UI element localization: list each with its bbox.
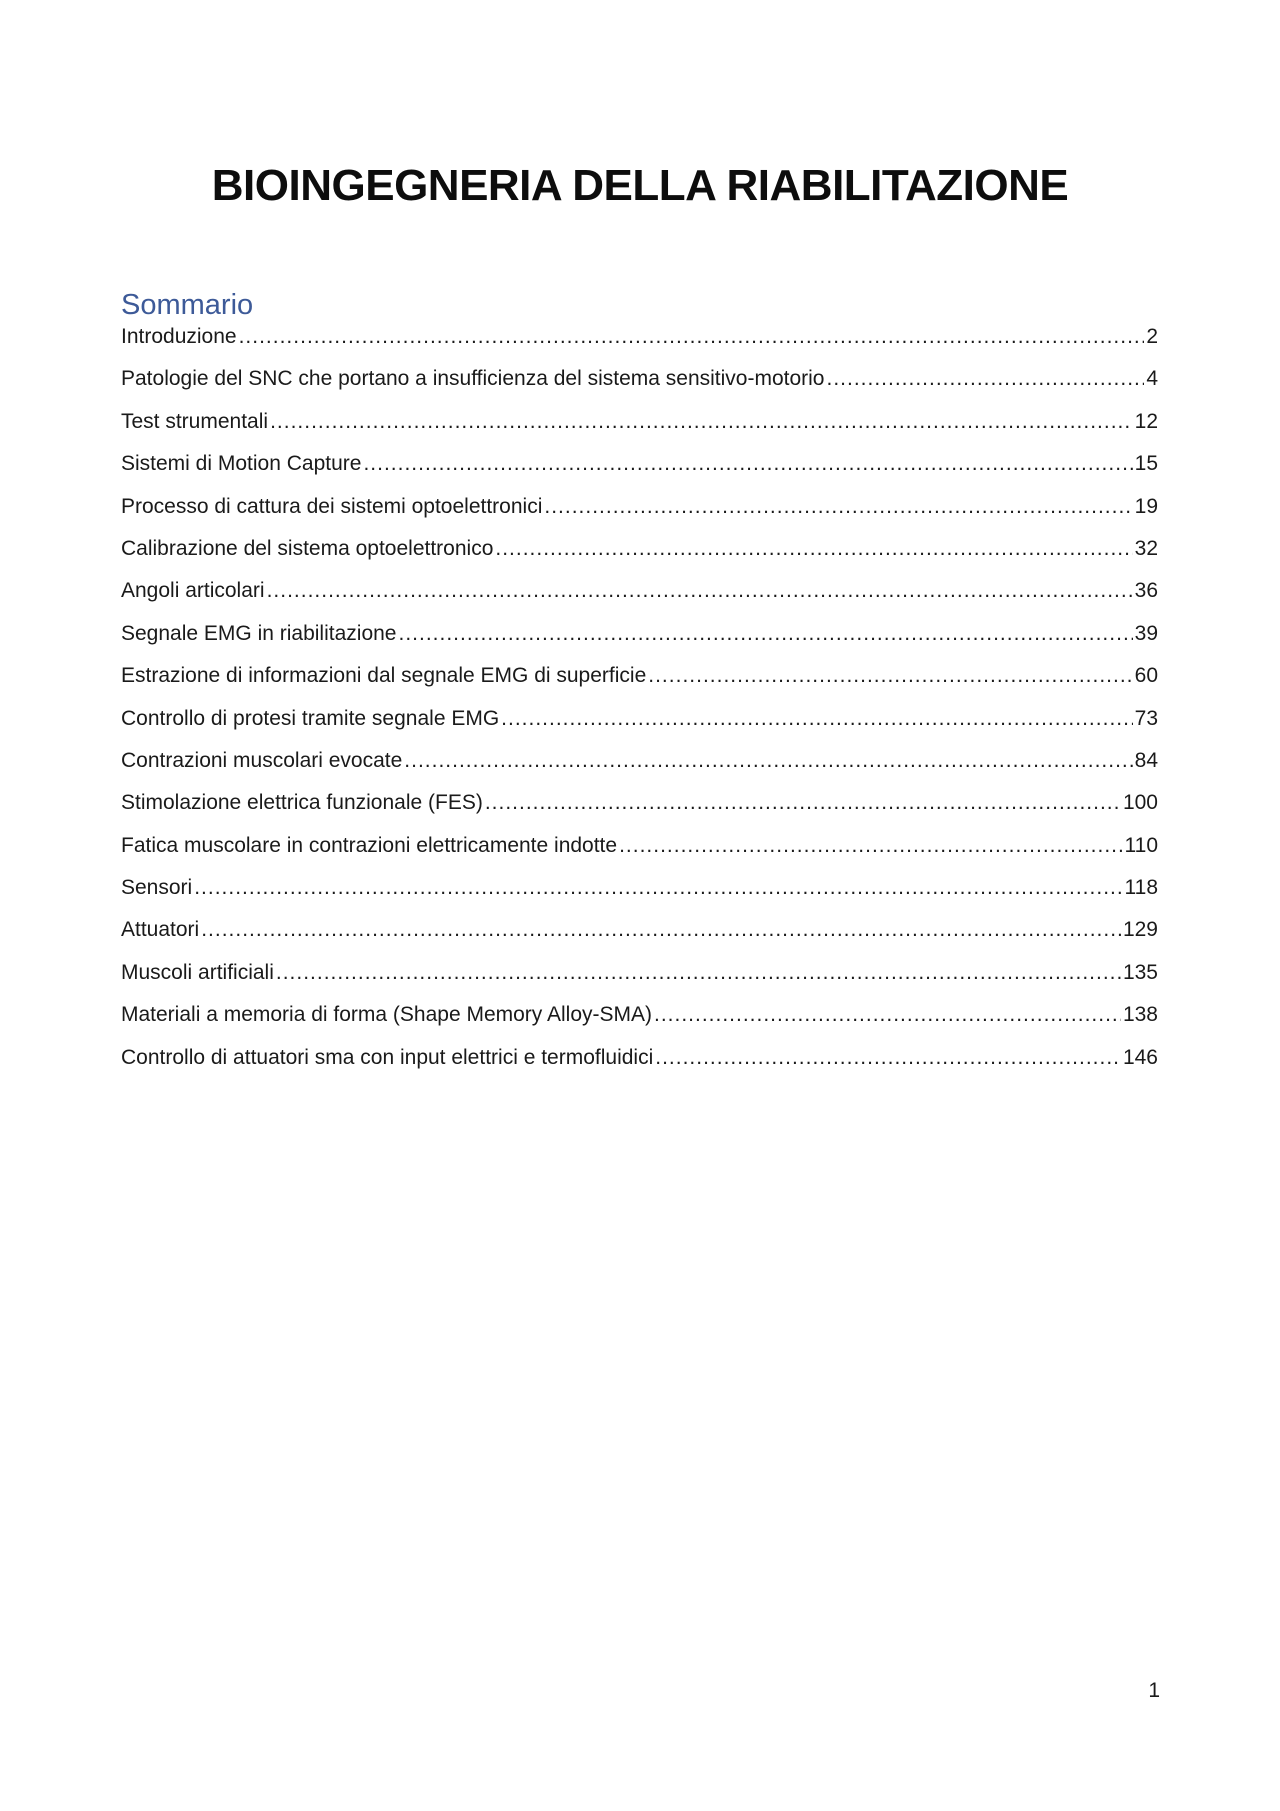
toc-entry[interactable] bbox=[121, 834, 1158, 876]
toc-entry[interactable] bbox=[121, 622, 1158, 664]
toc-dot-leader bbox=[648, 664, 1132, 688]
toc-dot-leader bbox=[363, 452, 1132, 476]
toc-dot-leader bbox=[194, 876, 1122, 900]
toc-dot-leader bbox=[544, 495, 1132, 519]
toc-entry-label: Patologie del SNC che portano a insufficienza del sistema sensitivo-motorio bbox=[121, 367, 825, 391]
toc-entry-label: Fatica muscolare in contrazioni elettricamente indotte bbox=[121, 833, 618, 857]
toc-entry-page: 138 bbox=[1122, 1003, 1158, 1027]
page-number: 1 bbox=[1148, 1679, 1160, 1702]
toc-entry-page: 15 bbox=[1134, 452, 1158, 476]
toc-dot-leader bbox=[655, 1046, 1121, 1070]
toc-entry-label: Attuatori bbox=[121, 918, 200, 942]
toc-entry-page: 60 bbox=[1134, 664, 1158, 688]
toc-entry-page: 100 bbox=[1122, 791, 1158, 815]
toc-entry-label: Sistemi di Motion Capture bbox=[121, 452, 362, 476]
toc-entry[interactable] bbox=[121, 1046, 1158, 1088]
toc-entry[interactable] bbox=[121, 918, 1158, 960]
toc-entry-page: 39 bbox=[1134, 621, 1158, 645]
toc-entry[interactable] bbox=[121, 410, 1158, 452]
toc-entry-label: Introduzione bbox=[121, 325, 237, 348]
toc-entry-page: 2 bbox=[1146, 325, 1158, 348]
toc-entry[interactable] bbox=[121, 707, 1158, 749]
toc-entry[interactable] bbox=[121, 1003, 1158, 1045]
toc-dot-leader bbox=[495, 537, 1132, 561]
toc-entry[interactable] bbox=[121, 367, 1158, 409]
toc-entry-page: 129 bbox=[1122, 918, 1158, 942]
toc-entry-label: Stimolazione elettrica funzionale (FES) bbox=[121, 791, 483, 815]
toc-entry-page: 146 bbox=[1122, 1045, 1158, 1069]
toc-dot-leader bbox=[239, 325, 1145, 349]
toc-dot-leader bbox=[398, 622, 1132, 646]
toc-dot-leader bbox=[826, 367, 1144, 391]
toc-dot-leader bbox=[270, 410, 1133, 434]
toc-entry-page: 118 bbox=[1124, 876, 1158, 900]
toc-dot-leader bbox=[267, 579, 1133, 603]
toc-dot-leader bbox=[619, 834, 1122, 858]
toc-dot-leader bbox=[485, 791, 1121, 815]
toc-entry-label: Estrazione di informazioni dal segnale EMG di superficie bbox=[121, 664, 647, 688]
toc-dot-leader bbox=[201, 918, 1121, 942]
toc-entry[interactable] bbox=[121, 452, 1158, 494]
toc-entry-label: Angoli articolari bbox=[121, 579, 265, 603]
toc-entry[interactable] bbox=[121, 579, 1158, 621]
toc-entry-label: Materiali a memoria di forma (Shape Memory Alloy-SMA) bbox=[121, 1003, 652, 1027]
toc-entry-page: 84 bbox=[1134, 748, 1158, 772]
toc-entry[interactable] bbox=[121, 495, 1158, 537]
toc-entry-page: 135 bbox=[1122, 960, 1158, 984]
toc-entry-label: Test strumentali bbox=[121, 409, 269, 433]
toc-entry-label: Calibrazione del sistema optoelettronico bbox=[121, 536, 494, 560]
table-of-contents bbox=[121, 325, 1158, 1088]
document-title: BIOINGEGNERIA DELLA RIABILITAZIONE bbox=[211, 161, 1069, 210]
toc-entry-label: Controllo di attuatori sma con input elettrici e termofluidici bbox=[121, 1045, 654, 1069]
toc-entry-page: 12 bbox=[1134, 409, 1158, 433]
toc-dot-leader bbox=[654, 1003, 1121, 1027]
toc-entry[interactable] bbox=[121, 791, 1158, 833]
toc-entry[interactable] bbox=[121, 749, 1158, 791]
toc-entry[interactable] bbox=[121, 325, 1158, 367]
toc-entry-label: Segnale EMG in riabilitazione bbox=[121, 621, 397, 645]
toc-entry[interactable] bbox=[121, 961, 1158, 1003]
toc-entry-page: 73 bbox=[1134, 706, 1158, 730]
toc-dot-leader bbox=[276, 961, 1121, 985]
toc-entry-label: Muscoli artificiali bbox=[121, 960, 274, 984]
toc-entry-page: 110 bbox=[1124, 833, 1158, 857]
toc-entry-page: 36 bbox=[1134, 579, 1158, 603]
toc-heading: Sommario bbox=[121, 289, 254, 321]
toc-entry-label: Processo di cattura dei sistemi optoelettronici bbox=[121, 494, 543, 518]
toc-entry-label: Sensori bbox=[121, 876, 193, 900]
toc-entry-label: Contrazioni muscolari evocate bbox=[121, 748, 403, 772]
toc-entry[interactable] bbox=[121, 664, 1158, 706]
toc-entry-page: 19 bbox=[1134, 494, 1158, 518]
toc-entry[interactable] bbox=[121, 537, 1158, 579]
toc-dot-leader bbox=[501, 707, 1132, 731]
toc-entry-page: 4 bbox=[1146, 367, 1158, 391]
toc-entry[interactable] bbox=[121, 876, 1158, 918]
toc-entry-page: 32 bbox=[1134, 536, 1158, 560]
toc-entry-label: Controllo di protesi tramite segnale EMG bbox=[121, 706, 500, 730]
toc-dot-leader bbox=[404, 749, 1132, 773]
